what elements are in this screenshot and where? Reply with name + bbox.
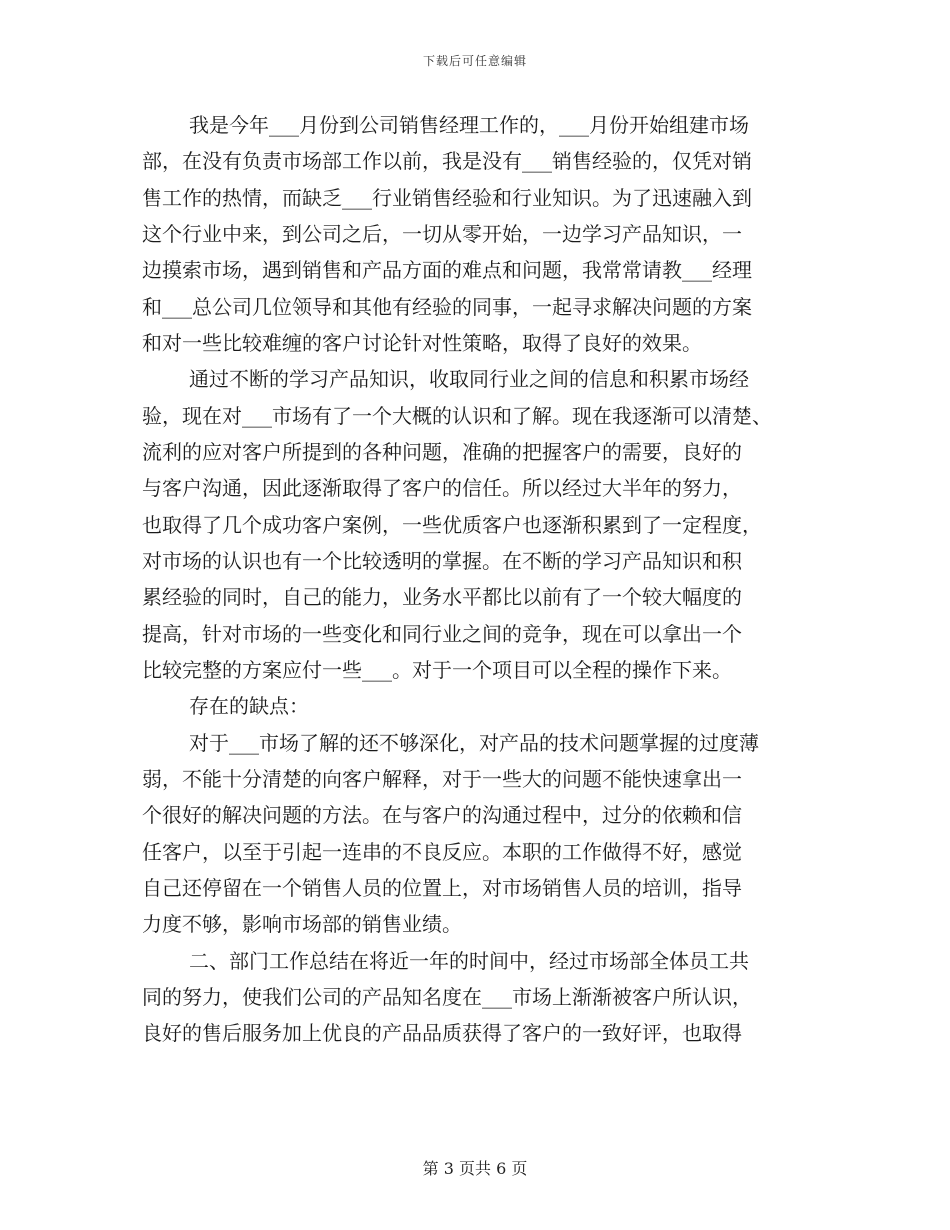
body-line: 良好的售后服务加上优良的产品品质获得了客户的一致好评，也取得 <box>142 1021 742 1045</box>
body-line: 部，在没有负责市场部工作以前，我是没有___销售经验的，仅凭对销 <box>142 149 752 173</box>
body-line: 和___总公司几位领导和其他有经验的同事，一起寻求解决问题的方案 <box>142 295 752 319</box>
body-line: 二、部门工作总结在将近一年的时间中，经过市场部全体员工共 <box>189 949 749 973</box>
section-heading-shortcomings: 存在的缺点： <box>189 694 309 718</box>
body-line: 累经验的同时，自己的能力，业务水平都比以前有了一个较大幅度的 <box>142 585 742 609</box>
body-line: 与客户沟通，因此逐渐取得了客户的信任。所以经过大半年的努力， <box>142 476 742 500</box>
body-line: 对市场的认识也有一个比较透明的掌握。在不断的学习产品知识和积 <box>142 549 742 573</box>
body-line: 也取得了几个成功客户案例，一些优质客户也逐渐积累到了一定程度， <box>142 513 762 537</box>
page-header-note: 下载后可任意编辑 <box>422 54 527 68</box>
body-line: 同的努力，使我们公司的产品知名度在___市场上渐渐被客户所认识， <box>142 985 752 1009</box>
body-line: 流利的应对客户所提到的各种问题，准确的把握客户的需要，良好的 <box>142 440 742 464</box>
body-line: 提高，针对市场的一些变化和同行业之间的竞争，现在可以拿出一个 <box>142 622 742 646</box>
body-line: 自己还停留在一个销售人员的位置上，对市场销售人员的培训，指导 <box>142 876 742 900</box>
body-line: 任客户，以至于引起一连串的不良反应。本职的工作做得不好，感觉 <box>142 840 742 864</box>
body-line: 对于___市场了解的还不够深化，对产品的技术问题掌握的过度薄 <box>189 731 759 755</box>
body-line: 我是今年___月份到公司销售经理工作的，___月份开始组建市场 <box>189 113 749 137</box>
body-line: 通过不断的学习产品知识，收取同行业之间的信息和积累市场经 <box>189 367 749 391</box>
body-line: 这个行业中来，到公司之后，一切从零开始，一边学习产品知识，一 <box>142 222 742 246</box>
body-line: 力度不够，影响市场部的销售业绩。 <box>142 912 462 936</box>
body-line: 边摸索市场，遇到销售和产品方面的难点和问题，我常常请教___经理 <box>142 258 752 282</box>
body-line: 弱，不能十分清楚的向客户解释，对于一些大的问题不能快速拿出一 <box>142 767 742 791</box>
body-line: 售工作的热情，而缺乏___行业销售经验和行业知识。为了迅速融入到 <box>142 186 752 210</box>
page-number-footer: 第 3 页共 6 页 <box>422 1159 528 1178</box>
body-line: 验，现在对___市场有了一个大概的认识和了解。现在我逐渐可以清楚、 <box>142 404 772 428</box>
body-line: 个很好的解决问题的方法。在与客户的沟通过程中，过分的依赖和信 <box>142 803 742 827</box>
body-line: 和对一些比较难缠的客户讨论针对性策略，取得了良好的效果。 <box>142 331 702 355</box>
body-line: 比较完整的方案应付一些___。对于一个项目可以全程的操作下来。 <box>142 658 732 682</box>
